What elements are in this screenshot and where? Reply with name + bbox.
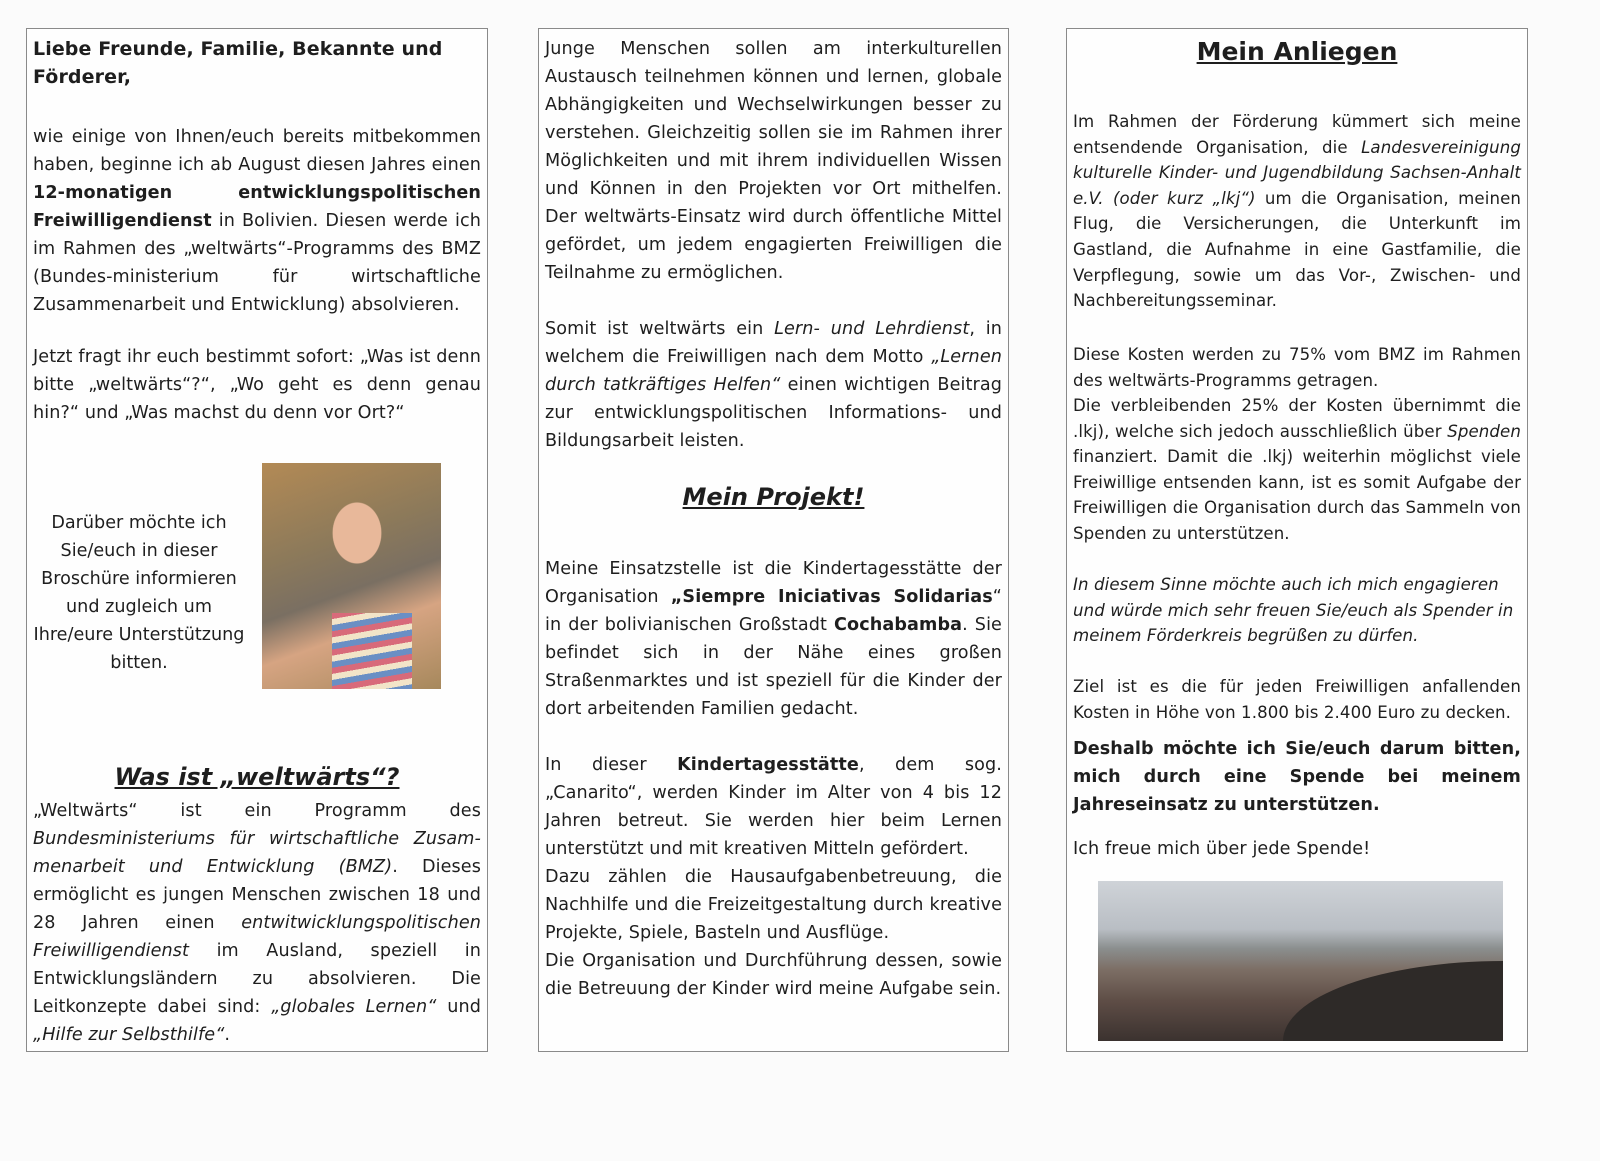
italic-text: Lern- und Lehrdienst	[774, 319, 970, 339]
closing-line: Ich freue mich über jede Spende!	[1073, 839, 1371, 859]
text-run: “ in der bolivianischen Großstadt	[545, 587, 1002, 635]
donation-paragraph	[1073, 393, 1521, 547]
daycare-paragraph	[545, 751, 1002, 863]
italic-text: Spenden	[1447, 421, 1521, 441]
weltwaerts-paragraph	[33, 797, 481, 1049]
bold-text: Cochabamba	[834, 615, 963, 635]
engagement-paragraph	[1073, 572, 1521, 649]
portrait-photo	[262, 463, 441, 689]
text-run: Dazu zählen die Hausaufgabenbetreuung, die Nachhilfe und die Freizeitgestaltung durch kreative Projekte, Spiele, Basteln und Ausflüge.	[545, 867, 1002, 943]
task-paragraph	[545, 947, 1002, 1003]
italic-text: „Lernen durch tatkräftiges Helfen“	[545, 347, 1002, 395]
text-run: Die verbleibenden 25% der Kosten übernimmt die .lkj), welche sich jedoch ausschließlich über	[1073, 396, 1521, 441]
text-run: Junge Menschen sollen am interkulturellen Austausch teilnehmen können und lernen, globale Abhängigkeiten und Wechselwirkungen besser zu verstehen. Gleichzeitig sollen sie im Rahmen ihrer Möglichkeiten und mit ihrem individuellen Wissen und Können in den Projekten vor Ort mithelfen. Der weltwärts-Einsatz wird durch öffentliche Mittel gefördet, um jedem engagierten Freiwilligen die Teilnahme zu ermöglichen.	[545, 39, 1002, 283]
panel-left	[26, 28, 488, 1052]
text-run: , in welchem die Freiwilligen nach dem Motto	[545, 319, 1002, 367]
text-run: Diese Kosten werden zu 75% vom BMZ im Rahmen des weltwärts-Programms getragen.	[1073, 345, 1521, 390]
text-run: finanziert. Damit die .lkj) weiterhin möglichst viele Freiwillige entsenden kann, ist es somit Aufgabe der Freiwilligen die Organisation durch das Sammeln von Spenden zu unterstützen.	[1073, 447, 1521, 543]
bold-text: Kindertagesstätte	[677, 755, 859, 775]
text-run: einen wichtigen Beitrag zur entwicklungspolitischen Informations- und Bildungsarbeit leisten.	[545, 375, 1002, 451]
bold-text: 12-monatigen entwicklungspolitischen Freiwilligendienst	[33, 183, 481, 231]
italic-text: In diesem Sinne möchte auch ich mich engagieren und würde mich sehr freuen Sie/euch als Spender in meinem Förderkreis begrüßen zu dürfen.	[1073, 575, 1514, 646]
questions-paragraph: Jetzt fragt ihr euch bestimmt sofort: „Was ist denn bitte „weltwärts“?“, „Wo geht es denn genau hin?“ und „Was machst du denn vor Ort?“	[33, 347, 481, 423]
text-run: wie einige von Ihnen/euch bereits mitbekommen haben, beginne ich ab August diesen Jahres einen	[33, 127, 481, 175]
panel-middle	[538, 28, 1009, 1052]
motto-paragraph	[545, 315, 1002, 455]
cochabamba-landscape-photo	[1098, 881, 1503, 1041]
text-run: . Dieses ermöglicht es jungen Menschen zwischen 18 und 28 Jahren einen	[33, 857, 481, 933]
text-run: Ziel ist es die für jeden Freiwilligen anfallenden Kosten in Höhe von 1.800 bis 2.400 Euro zu decken.	[1073, 677, 1521, 722]
text-run: Meine Einsatzstelle ist die Kindertagesstätte der Organisation	[545, 559, 1002, 607]
intro-paragraph	[33, 123, 481, 319]
section-heading-weltwaerts: Was ist „weltwärts“?	[114, 763, 400, 791]
salutation: Liebe Freunde, Familie, Bekannte und Förderer,	[33, 38, 443, 88]
section-heading-projekt: Mein Projekt!	[682, 483, 865, 511]
bold-text: „Siempre Iniciativas Solidarias	[670, 587, 993, 607]
section-heading-anliegen: Mein Anliegen	[1196, 37, 1398, 66]
text-run: Somit ist weltwärts ein	[545, 319, 775, 339]
exchange-paragraph	[545, 35, 1002, 287]
photo-caption: Darüber möchte ich Sie/euch in dieser Broschüre informieren und zugleich um Ihre/eure Unterstützung bitten.	[33, 512, 245, 673]
text-run: Die Organisation und Durchführung dessen, sowie die Betreuung der Kinder wird meine Aufgabe sein.	[545, 951, 1002, 999]
italic-text: entwitwicklungspolitischen Freiwilligendienst	[33, 913, 481, 961]
activities-paragraph	[545, 863, 1002, 947]
text-run: In dieser	[545, 755, 678, 775]
text-run: „Weltwärts“ ist ein Programm des	[33, 801, 481, 821]
text-run: Im Rahmen der Förderung kümmert sich meine entsendende Organisation, die	[1073, 112, 1521, 157]
bold-text: Deshalb möchte ich Sie/euch darum bitten, mich durch eine Spende bei meinem Jahreseinsatz zu unterstützen.	[1073, 739, 1521, 815]
italic-text: Bundesministeriums für wirtschaftliche Zusam-menarbeit und Entwicklung (BMZ)	[33, 829, 481, 877]
text-run: .	[224, 1025, 231, 1045]
text-run: , dem sog. „Canarito“, werden Kinder im Alter von 4 bis 12 Jahren betreut. Sie werden hier beim Lernen unterstützt und mit kreativen Mitteln gefördert.	[545, 755, 1002, 859]
text-run: im Ausland, speziell in Entwicklungsländern zu absolvieren. Die Leitkonzepte dabei sind:	[33, 941, 481, 1017]
text-run: . Sie befindet sich in der Nähe eines großen Straßenmarktes und ist speziell für die Kinder der dort arbeitenden Familien gedacht.	[545, 615, 1002, 719]
text-run: und	[436, 997, 482, 1017]
organisation-paragraph	[1073, 109, 1521, 314]
project-paragraph	[545, 555, 1002, 723]
italic-text: „globales Lernen“	[271, 997, 437, 1017]
text-run: um die Organisation, meinen Flug, die Versicherungen, die Unterkunft im Gastland, die Aufnahme in eine Gastfamilie, die Verpflegung, sowie um das Vor-, Zwischen- und Nachbereitungsseminar.	[1073, 188, 1521, 311]
request-paragraph	[1073, 735, 1521, 819]
costs-paragraph	[1073, 342, 1521, 393]
text-run: in Bolivien. Diesen werde ich im Rahmen des „weltwärts“-Programms des BMZ (Bundes-ministerium für wirtschaftliche Zusammenarbeit und Entwicklung) absolvieren.	[33, 211, 481, 315]
italic-text: „Hilfe zur Selbsthilfe“	[33, 1025, 225, 1045]
italic-text: Landesvereinigung kulturelle Kinder- und Jugendbildung Sachsen-Anhalt e.V. (oder kurz „lkj“)	[1073, 137, 1521, 208]
goal-paragraph	[1073, 674, 1521, 725]
panel-right	[1066, 28, 1528, 1052]
